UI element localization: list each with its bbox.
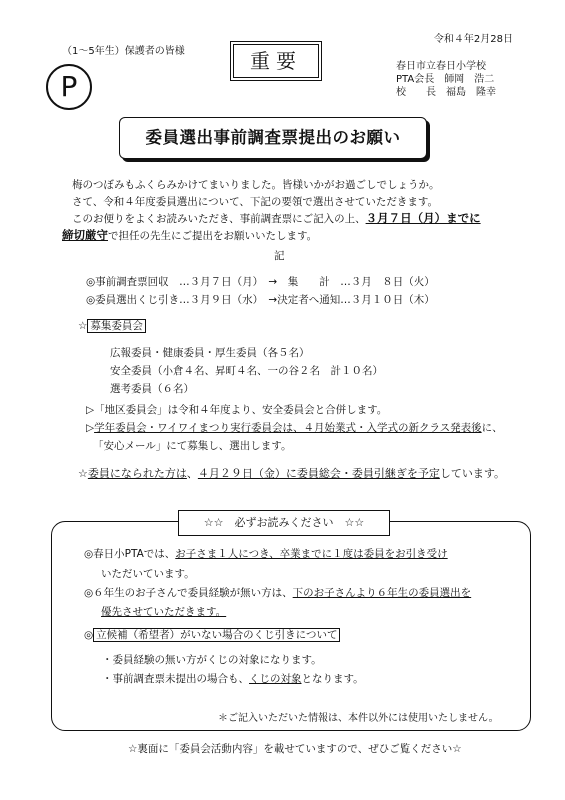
document-date: 令和４年2月28日 <box>433 34 513 45</box>
must-read-item-2-underlined: 下のお子さんより６年生の委員選出を <box>292 587 472 599</box>
recruit-label: 募集委員会 <box>87 319 146 333</box>
lottery-bullet-2-text: ・事前調査票未提出の場合も、 <box>102 673 249 685</box>
lottery-bullet-2-end: となります。 <box>301 673 364 685</box>
note-general-meeting <box>78 465 505 481</box>
lottery-bullet-2-underlined: くじの対象 <box>249 673 302 685</box>
recipient-line: （1～5年生）保護者の皆様 <box>62 46 185 57</box>
sender-school: 春日市立春日小学校 <box>396 61 486 72</box>
footer-note: ☆裏面に「委員会活動内容」を載せていますので、ぜひご覧ください☆ <box>128 743 462 755</box>
lottery-bullet-2 <box>102 671 364 686</box>
lottery-heading: 立候補（希望者）がいない場合のくじ引きについて <box>93 628 340 642</box>
sender-pta-president: PTA会長 師岡 浩二 <box>396 74 495 85</box>
note-anshin-mail: 「安心メール」にて募集し、選出します。 <box>93 440 292 452</box>
must-read-label: ☆☆ 必ずお読みください ☆☆ <box>178 510 390 536</box>
must-read-item-2-cont <box>101 604 226 619</box>
privacy-footnote: ＊ご記入いただいた情報は、本件以外には使用いたしません。 <box>218 713 499 724</box>
note-meeting-underlined-2: ４月２９日（金）に委員総会・委員引継ぎを予定 <box>197 467 440 480</box>
ki-heading: 記 <box>274 250 285 262</box>
star-icon: ☆ <box>78 467 88 480</box>
recruit-item: 広報委員・健康委員・厚生委員（各５名） <box>110 347 310 359</box>
schedule-line-1: ◎事前調査票回収 …３月７日（月） → 集 計 …３月 ８日（火） <box>86 276 435 288</box>
p-mark-icon: P <box>46 64 92 110</box>
double-circle-icon: ◎ <box>84 629 94 641</box>
note-recruitment-rest: に、 <box>481 422 503 434</box>
important-stamp: 重要 <box>233 44 319 78</box>
note-meeting-end: しています。 <box>439 467 505 480</box>
must-read-item-2-priority: 優先させていただきます。 <box>101 606 227 618</box>
lottery-bullet-1: ・委員経験の無い方がくじの対象になります。 <box>102 654 322 666</box>
deadline-date: ３月７日（月）までに <box>365 211 481 225</box>
intro-line-2: さて、令和４年度委員選出について、下記の要領で選出させていただきます。 <box>72 196 439 208</box>
note-recruitment-underlined: 学年委員会・ワイワイまつり実行委員会は、４月始業式・入学式の新クラス発表後 <box>94 422 482 434</box>
intro-line-3-text: このお便りをよくお読みいただき、事前調査票にご記入の上、 <box>72 213 366 225</box>
intro-line-4 <box>62 227 317 243</box>
must-read-item-1-cont: いただいています。 <box>101 568 195 580</box>
must-read-item-1-underlined: お子さま１人につき、卒業までに１度は委員をお引き受け <box>175 548 448 560</box>
sender-block <box>396 60 496 99</box>
note-recruitment <box>86 420 503 435</box>
note-district-merge: ▷「地区委員会」は令和４年度より、安全委員会と合併します。 <box>86 404 388 416</box>
intro-line-4-text: で担任の先生にご提出をお願いいたします。 <box>108 230 318 242</box>
must-read-item-1-text: ◎春日小PTAでは、 <box>84 548 176 560</box>
note-meeting-underlined-1: 委員になられた方は <box>87 467 187 480</box>
star-icon: ☆ <box>78 320 88 332</box>
recruit-item: 安全委員（小倉４名、昇町４名、一の谷２名 計１０名） <box>110 365 383 377</box>
deadline-strict: 締切厳守 <box>62 228 108 242</box>
must-read-item-2-text: ◎６年生のお子さんで委員経験が無い方は、 <box>84 587 293 599</box>
document-title: 委員選出事前調査票提出のお願い <box>119 117 427 159</box>
intro-line-1: 梅のつぼみもふくらみかけてまいりました。皆様いかがお過ごしでしょうか。 <box>72 179 440 191</box>
must-read-item-3 <box>84 627 340 642</box>
recruit-item: 選考委員（６名） <box>110 383 194 395</box>
recruit-heading <box>78 318 146 333</box>
note-meeting-comma: 、 <box>186 467 198 480</box>
must-read-item-2 <box>84 585 471 600</box>
triangle-icon: ▷ <box>86 422 95 434</box>
schedule-line-2: ◎委員選出くじ引き…３月９日（水） →決定者へ通知…３月１０日（木） <box>86 294 435 306</box>
sender-principal: 校 長 福島 隆幸 <box>396 87 496 98</box>
must-read-item-1 <box>84 546 448 561</box>
intro-line-3 <box>72 210 481 226</box>
